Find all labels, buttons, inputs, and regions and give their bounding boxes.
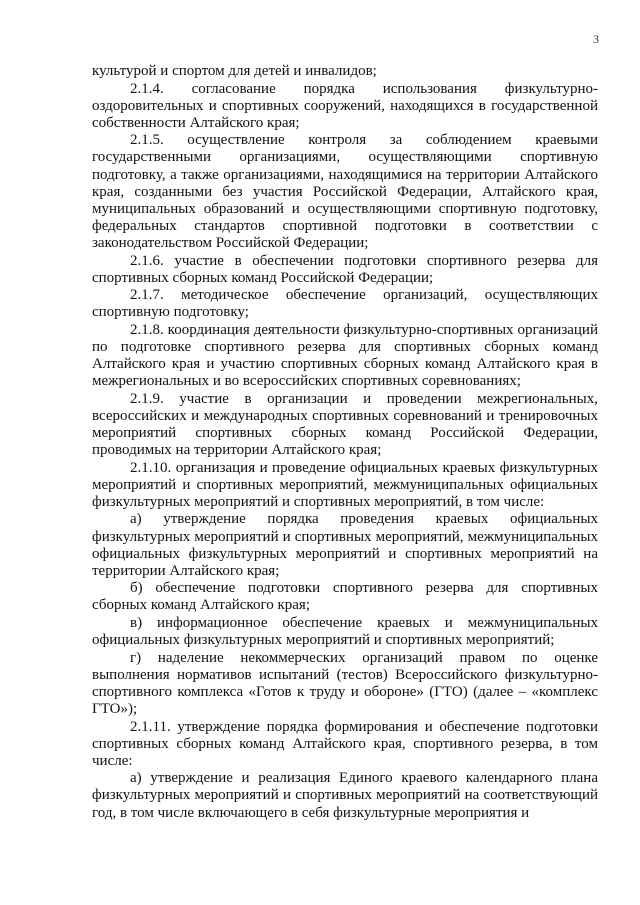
paragraph-2-1-4: 2.1.4. согласование порядка использования физкультурно-оздоровительных и спортивных сооружений, находящихся в государственной собственности Алтайского края;	[92, 80, 598, 131]
paragraph-2-1-6: 2.1.6. участие в обеспечении подготовки спортивного резерва для спортивных сборных команд Российской Федерации;	[92, 252, 598, 286]
document-body	[92, 63, 598, 822]
paragraph-2-1-10: 2.1.10. организация и проведение официальных краевых физкультурных мероприятий и спортивных мероприятий, межмуниципальных официальных физкультурных мероприятий и спортивных мероприятий, в том числе:	[92, 459, 598, 510]
subparagraph-2-1-11-a: а) утверждение и реализация Единого краевого календарного плана физкультурных мероприятий и спортивных мероприятий на соответствующий год, в том числе включающего в себя физкультурные мероприятия и	[92, 770, 598, 821]
subparagraph-2-1-10-v: в) информационное обеспечение краевых и межмуниципальных официальных физкультурных мероприятий и спортивных мероприятий;	[92, 615, 598, 649]
subparagraph-2-1-10-b: б) обеспечение подготовки спортивного резерва для спортивных сборных команд Алтайского края;	[92, 580, 598, 614]
paragraph-2-1-5: 2.1.5. осуществление контроля за соблюдением краевыми государственными организациями, осуществляющими спортивную подготовку, а также организациями, находящимися на территории Алтайского края, созданными без участия Российской Федерации, Алтайского края, муниципальных образований и осуществляющими спортивную подготовку, федеральных стандартов спортивной подготовки в соответствии с законодательством Российской Федерации;	[92, 132, 598, 251]
paragraph-2-1-7: 2.1.7. методическое обеспечение организаций, осуществляющих спортивную подготовку;	[92, 287, 598, 321]
paragraph-2-1-8: 2.1.8. координация деятельности физкультурно-спортивных организаций по подготовке спортивного резерва для спортивных сборных команд Алтайского края и участию спортивных сборных команд Алтайского края в межрегиональных и во всероссийских спортивных соревнованиях;	[92, 321, 598, 390]
paragraph-2-1-11: 2.1.11. утверждение порядка формирования и обеспечение подготовки спортивных сборных команд Алтайского края, спортивного резерва, в том числе:	[92, 718, 598, 769]
subparagraph-2-1-10-a: а) утверждение порядка проведения краевых официальных физкультурных мероприятий и спортивных мероприятий, межмуниципальных официальных физкультурных мероприятий и спортивных мероприятий на территории Алтайского края;	[92, 511, 598, 579]
paragraph-continuation: культурой и спортом для детей и инвалидов;	[92, 63, 377, 79]
subparagraph-2-1-10-g: г) наделение некоммерческих организаций правом по оценке выполнения нормативов испытаний (тестов) Всероссийского физкультурно-спортивного комплекса «Готов к труду и обороне» (ГТО) (далее – «комплекс ГТО»);	[92, 649, 598, 717]
paragraph-2-1-9: 2.1.9. участие в организации и проведении межрегиональных, всероссийских и международных спортивных соревнований и тренировочных мероприятий спортивных сборных команд Российской Федерации, проводимых на территории Алтайского края;	[92, 390, 598, 459]
page-number: 3	[593, 32, 599, 46]
